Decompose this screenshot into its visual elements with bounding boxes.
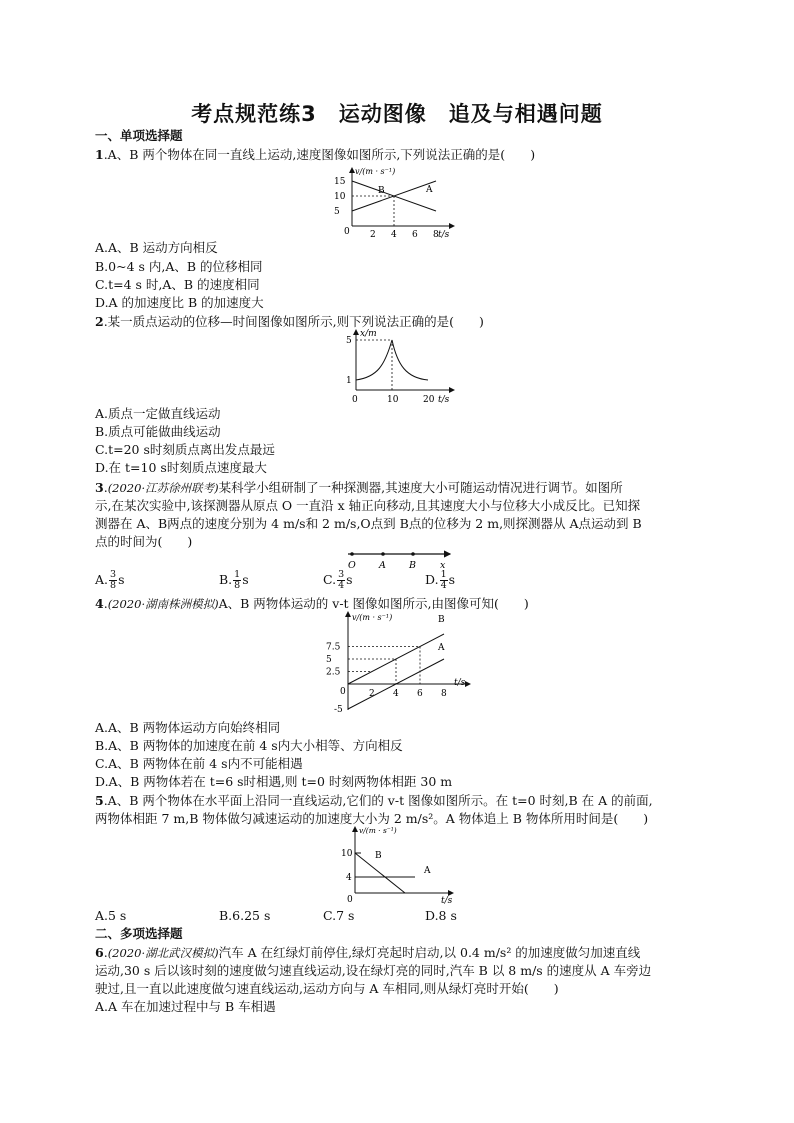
q2-origin: 0	[352, 395, 358, 405]
q2-ytick-1: 1	[346, 376, 352, 386]
section-single-choice: 一、单项选择题	[95, 128, 183, 143]
q2-option-c[interactable]: C.t=20 s时刻质点离出发点最远	[95, 442, 275, 457]
q2-option-a[interactable]: A.质点一定做直线运动	[95, 406, 221, 421]
q4-source: (2020·湖南株洲模拟)	[107, 597, 219, 611]
q4-option-b[interactable]: B.A、B 两物体的加速度在前 4 s内大小相等、方向相反	[95, 738, 403, 753]
q3-option-b-fraction	[233, 570, 241, 591]
q4-xtick-1: 4	[393, 689, 399, 699]
q3-option-d[interactable]	[425, 570, 455, 591]
q4-xtick-3: 8	[441, 689, 447, 699]
q3-option-c-num: 3	[338, 569, 345, 580]
q5-ytick-1: 4	[346, 873, 352, 883]
q2-ylabel: x/m	[360, 329, 377, 339]
q6-option-a[interactable]: A.A 车在加速过程中与 B 车相遇	[95, 999, 276, 1014]
q1-ytick-2: 5	[334, 207, 340, 217]
q4-option-a[interactable]: A.A、B 两物体运动方向始终相同	[95, 720, 281, 735]
q4-label-b: B	[438, 615, 445, 625]
q3-option-d-prefix: D.	[425, 572, 439, 587]
q3-label-o: O	[348, 560, 356, 571]
q3-text-1: 某科学小组研制了一种探测器,其速度大小可随运动情况进行调节。如图所	[218, 480, 623, 495]
q2-chart	[338, 326, 463, 406]
q5-number: 5	[95, 793, 104, 808]
q4-text: A、B 两物体运动的 v-t 图像如图所示,由图像可知( )	[218, 596, 529, 611]
q3-option-a-fraction	[109, 570, 117, 591]
q5-options	[95, 908, 695, 924]
section-multiple-choice: 二、多项选择题	[95, 926, 183, 941]
q3-option-d-fraction	[440, 570, 448, 591]
q1-xtick-1: 4	[391, 230, 397, 240]
q3-option-a-prefix: A.	[95, 572, 109, 587]
q3-option-c-unit: s	[346, 572, 353, 587]
q4-origin: 0	[340, 687, 346, 697]
q3-point-a	[381, 552, 385, 556]
q1-option-a[interactable]: A.A、B 运动方向相反	[95, 240, 218, 255]
q3-option-c-prefix: C.	[323, 572, 337, 587]
q3-label-a: A	[379, 560, 386, 571]
q1-number: 1	[95, 147, 104, 162]
q3-option-b-unit: s	[242, 572, 249, 587]
q3-label-b: B	[409, 560, 416, 571]
q3-option-c-den: 4	[338, 580, 345, 591]
page-title: 考点规范练3 运动图像 追及与相遇问题	[191, 102, 603, 126]
q3-number-line	[342, 548, 454, 572]
q2-option-b[interactable]: B.质点可能做曲线运动	[95, 424, 221, 439]
q1-ylabel: v/(m · s⁻¹)	[355, 167, 396, 176]
q2-xtick-0: 10	[387, 395, 399, 405]
q4-ylabel: v/(m · s⁻¹)	[352, 613, 393, 622]
q3-option-b-prefix: B.	[219, 572, 233, 587]
q4-option-d[interactable]: D.A、B 两物体若在 t=6 s时相遇,则 t=0 时刻两物体相距 30 m	[95, 774, 453, 789]
q5-option-a[interactable]: A.5 s	[95, 908, 127, 923]
q1-xtick-0: 2	[370, 230, 376, 240]
q5-option-b[interactable]: B.6.25 s	[219, 908, 271, 923]
q5-option-c[interactable]: C.7 s	[323, 908, 355, 923]
q1-option-c[interactable]: C.t=4 s 时,A、B 的速度相同	[95, 277, 260, 292]
q3-number: 3	[95, 480, 104, 495]
q3-line-4: 点的时间为( )	[95, 534, 193, 549]
q1-option-b[interactable]: B.0~4 s 内,A、B 的位移相同	[95, 259, 263, 274]
q4-option-c[interactable]: C.A、B 两物体在前 4 s内不可能相遇	[95, 756, 303, 771]
q6-line-2: 运动,30 s 后以该时刻的速度做匀速直线运动,设在绿灯亮的同时,汽车 B 以 8 m/s 的速度从 A 车旁边	[95, 963, 652, 978]
q5-stem-2: 两物体相距 7 m,B 物体做匀减速运动的加速度大小为 2 m/s²。A 物体追上 B 物体所用时间是( )	[95, 811, 649, 826]
q3-option-c-fraction	[337, 570, 345, 591]
q3-option-a[interactable]	[95, 570, 124, 591]
q1-text: .A、B 两个物体在同一直线上运动,速度图像如图所示,下列说法正确的是( )	[103, 147, 536, 162]
q2-number: 2	[95, 314, 104, 329]
q3-option-b-num: 1	[234, 569, 241, 580]
q5-option-d[interactable]: D.8 s	[425, 908, 457, 923]
q4-ytick-3: -5	[334, 705, 343, 714]
q2-text: .某一质点运动的位移—时间图像如图所示,则下列说法正确的是( )	[103, 314, 484, 329]
q5-label-b: B	[375, 851, 382, 861]
q3-option-d-unit: s	[448, 572, 456, 587]
q3-point-o	[350, 552, 354, 556]
q5-origin: 0	[347, 895, 353, 905]
q4-chart	[318, 608, 478, 714]
q1-ytick-0: 15	[334, 177, 346, 187]
q5-chart	[325, 823, 460, 905]
q3-option-a-num: 3	[110, 569, 117, 580]
q5-ylabel: v/(m · s⁻¹)	[359, 826, 397, 835]
q1-ytick-1: 10	[334, 192, 346, 202]
q6-number: 6	[95, 945, 104, 960]
q4-ytick-1: 5	[326, 655, 332, 665]
q3-option-b-den: 8	[234, 580, 241, 591]
q3-option-b[interactable]	[219, 570, 249, 591]
q3-option-d-num: 1	[440, 569, 447, 580]
q3-point-b	[411, 552, 415, 556]
q4-xtick-0: 2	[369, 689, 375, 699]
q1-xlabel: t/s	[438, 230, 450, 240]
q4-xlabel: t/s	[454, 678, 466, 688]
q2-ytick-0: 5	[346, 336, 352, 346]
q2-xlabel: t/s	[438, 395, 450, 405]
q3-source: (2020·江苏徐州联考)	[107, 481, 219, 495]
q2-xtick-1: 20	[423, 395, 435, 405]
q4-number: 4	[95, 596, 104, 611]
q3-option-c[interactable]	[323, 570, 353, 591]
q1-label-a: A	[426, 185, 433, 195]
q6-text-1: 汽车 A 在红绿灯前停住,绿灯亮起时启动,以 0.4 m/s² 的加速度做匀加速直线	[218, 945, 641, 960]
q4-ytick-0: 7.5	[326, 642, 341, 653]
q4-ytick-2: 2.5	[326, 667, 341, 678]
q6-line-1: 6.(2020·湖北武汉模拟)汽车 A 在红绿灯前停住,绿灯亮起时启动,以 0.4 m/s² 的加速度做匀加速直线	[95, 945, 641, 960]
q3-option-d-den: 4	[440, 580, 447, 591]
q1-option-d[interactable]: D.A 的加速度比 B 的加速度大	[95, 295, 264, 310]
q3-label-x: x	[440, 560, 446, 571]
q3-option-a-unit: s	[118, 572, 125, 587]
q2-option-d[interactable]: D.在 t=10 s时刻质点速度最大	[95, 460, 267, 475]
q1-label-b: B	[378, 186, 385, 196]
q3-option-a-den: 8	[110, 580, 117, 591]
q5-text-1: .A、B 两个物体在水平面上沿同一直线运动,它们的 v-t 图像如图所示。在 t=0 时刻,B 在 A 的前面,	[103, 793, 653, 808]
q3-line-3: 测器在 A、B两点的速度分别为 4 m/s和 2 m/s,O点到 B点的位移为 2 m,则探测器从 A点运动到 B	[95, 516, 642, 531]
q5-label-a: A	[424, 866, 431, 876]
q4-xtick-2: 6	[417, 689, 423, 699]
q3-line-1: 3.(2020·江苏徐州联考)某科学小组研制了一种探测器,其速度大小可随运动情况进行调节。如图所	[95, 480, 623, 495]
q3-line-2: 示,在某次实验中,该探测器从原点 O 一直沿 x 轴正向移动,且其速度大小与位移大小成反比。已知探	[95, 498, 641, 513]
q1-origin: 0	[344, 227, 350, 237]
q4-stem: 4.(2020·湖南株洲模拟)A、B 两物体运动的 v-t 图像如图所示,由图像可知( )	[95, 596, 529, 611]
q1-chart	[320, 164, 460, 242]
q5-stem-1	[95, 793, 653, 809]
q1-xtick-3: 8	[433, 230, 439, 240]
q4-label-a: A	[438, 643, 445, 653]
q6-line-3: 驶过,且一直以此速度做匀速直线运动,运动方向与 A 车相同,则从绿灯亮时开始( )	[95, 981, 559, 996]
q3-options	[95, 570, 695, 592]
q5-ytick-0: 10	[341, 849, 353, 859]
q6-source: (2020·湖北武汉模拟)	[107, 946, 219, 960]
q5-xlabel: t/s	[441, 896, 453, 905]
q1-xtick-2: 6	[412, 230, 418, 240]
q1-stem	[95, 147, 535, 163]
